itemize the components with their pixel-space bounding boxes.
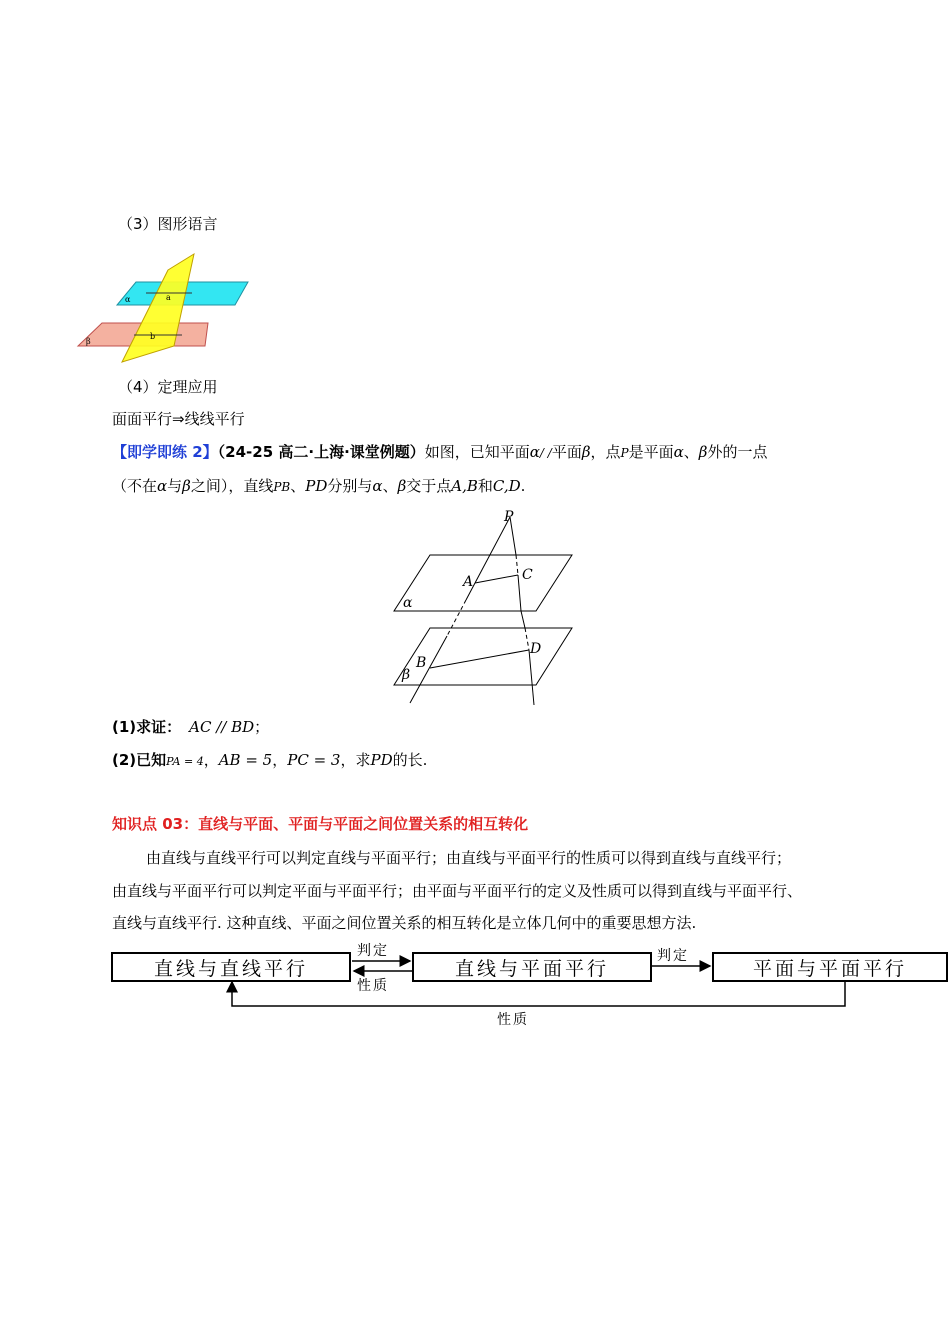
math-PD: PD [305,477,328,495]
q1-expr: AC // BD [189,718,255,736]
math-beta: β [397,477,407,495]
math-beta: β [581,443,591,461]
label-D: D [530,641,542,657]
math-parallel: / / [539,446,552,460]
line-PA [475,517,510,583]
q2-pc: PC = 3 [287,751,341,769]
math-alpha: α [673,443,684,461]
knowledge-para-1: 由直线与直线平行可以判定直线与平面平行；由直线与平面平行的性质可以得到直线与直线平行； [146,849,792,867]
arrow-prop-bottom [232,980,845,1006]
label-alpha: α [403,595,413,611]
section3-heading: （3）图形语言 [118,215,218,233]
flow-label-judge-1: 判定 [357,943,389,959]
question-1 [112,717,269,737]
practice-text: 是平面 [628,443,674,461]
segment-AC [475,575,518,583]
practice-text: 、 [683,443,699,461]
segment-BD [430,650,529,668]
line-C-alpha [518,575,521,611]
label-P: P [504,509,514,525]
parallel-planes-figure [72,250,257,365]
math-alpha: α [157,477,168,495]
practice-text: 与 [167,477,183,495]
practice-source: （24-25 高二·上海·课堂例题） [217,443,425,461]
geometry-diagram [390,505,580,710]
math-PB: PB [273,480,291,494]
practice-text: 、 [382,477,398,495]
practice-text: 平面 [551,443,582,461]
line-hidden-3 [525,628,529,650]
practice-text: 分别与 [327,477,373,495]
label-beta: β [86,337,91,346]
math-P: P [620,446,629,460]
math-beta: β [698,443,708,461]
q2-pa: PA = 4 [166,755,204,768]
practice-line-2 [112,476,525,497]
label-B: B [416,655,427,671]
flow-label-prop-1: 性质 [357,978,389,994]
flow-label-judge-2: 判定 [657,948,689,964]
practice-tag: 【即学即练 2】 [112,443,218,461]
q1-label: (1)求证： [112,718,182,736]
question-2 [112,750,427,772]
line-hidden-1 [447,600,466,636]
label-b: b [150,332,156,341]
knowledge-para-2: 由直线与平面平行可以判定平面与平面平行；由平面与平面平行的定义及性质可以得到直线与平面平行、 [112,882,803,900]
theorem-line: 面面平行⇒线线平行 [112,410,245,428]
math-CD: C,D [492,477,521,495]
q2-ab: AB = 5 [218,751,273,769]
practice-text: 外的一点 [707,443,768,461]
practice-text: （不在 [112,477,158,495]
line-between [521,611,525,628]
q2-ask: ，求 [340,751,371,769]
math-beta: β [182,477,191,495]
knowledge-para-3: 直线与直线平行. 这种直线、平面之间位置关系的相互转化是立体几何中的重要思想方法. [112,914,697,932]
practice-text: 、 [290,477,306,495]
q2-comma: ， [272,751,288,769]
math-alpha: α [372,477,383,495]
flow-box-line-line: 直线与直线平行 [111,952,351,982]
practice-text: 如图，已知平面 [424,443,530,461]
label-alpha: α [125,295,131,304]
q2-label: (2)已知 [112,751,167,769]
math-alpha: α [529,443,540,461]
q2-pd: PD [370,751,393,769]
section4-heading: （4）定理应用 [118,378,218,396]
label-A: A [463,574,474,590]
flow-box-line-plane: 直线与平面平行 [412,952,652,982]
practice-text: 和 [477,477,493,495]
label-beta: β [402,667,411,683]
plane-alpha-outline [394,555,572,611]
line-D [529,650,534,705]
practice-text: ，点 [590,443,621,461]
knowledge-title: 知识点 03：直线与平面、平面与平面之间位置关系的相互转化 [112,815,529,833]
label-C: C [522,567,533,583]
q1-end: ； [254,718,270,736]
flow-box-plane-plane: 平面与平面平行 [712,952,948,982]
practice-text: . [520,477,526,495]
practice-text: 之间），直线 [190,477,274,495]
label-a: a [166,293,171,302]
practice-text: 交于点 [406,477,452,495]
q2-comma: ， [203,751,219,769]
practice-line-1 [112,442,767,463]
line-hidden-2 [516,555,518,575]
flow-label-prop-bottom: 性质 [497,1012,529,1028]
q2-end: 的长. [392,751,428,769]
math-AB: A,B [451,477,478,495]
